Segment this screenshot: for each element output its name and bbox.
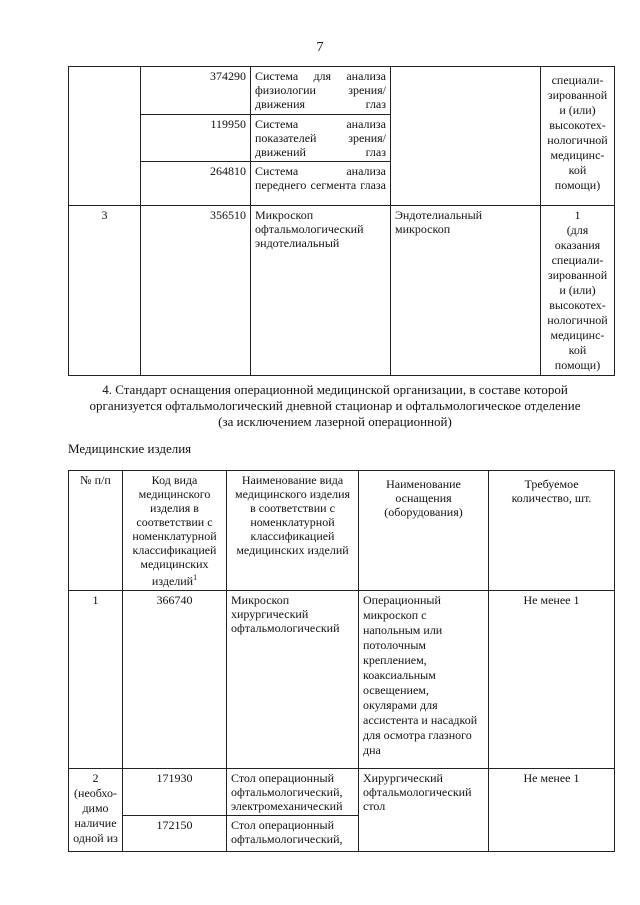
quantity-cell: Не менее 1 [489,769,615,852]
code-cell: 374290 [141,67,251,115]
section-4-line-2: организуется офтальмологический дневной стационар и офтальмологическое отделение [89,398,581,413]
num-cell [69,67,141,206]
section-4-line-3: (за исключением лазерной операционной) [218,414,452,429]
page-number: 7 [316,40,324,55]
num-cell: 1 [69,591,123,769]
name-cell: Система для анализа физиологии зрения/движения глаз [251,67,391,115]
footnote-mark: 1 [193,573,198,582]
code-cell: 264810 [141,162,251,206]
code-cell: 366740 [123,591,227,769]
equipment-cell: Эндотелиальный микроскоп [391,206,541,376]
header-equipment: Наименование оснащения (оборудования) [359,471,489,591]
code-cell: 172150 [123,816,227,852]
equipment-cell: Операционный микроскоп с напольным или потолочным креплением, коаксиальным освещением, окулярами для ассистента и насадкой для осмотра глазного дна [359,591,489,769]
table-row [69,591,615,769]
name-cell: Стол операционный офтальмологический, электромеханический [227,769,359,816]
quantity-cell: 1 (для оказания специали- зированной и (или) высокотех- нологичной медицинс- кой помощи) [541,206,615,376]
num-cell: 2 (необхо- димо наличие одной из [69,769,123,852]
header-row [69,471,615,591]
header-num: № п/п [69,471,123,591]
code-cell: 119950 [141,115,251,162]
name-cell: Стол операционный офтальмологический, [227,816,359,852]
header-code [123,471,227,591]
name-cell: Система анализа показателей зрения/движений глаз [251,115,391,162]
quantity-cell: Не менее 1 [489,591,615,769]
medical-products-label: Медицинские изделия [68,441,192,456]
continued-equipment-table [68,66,615,376]
name-cell: Микроскоп офтальмологический эндотелиальный [251,206,391,376]
name-cell: Микроскоп хирургический офтальмологический [227,591,359,769]
header-quantity: Требуемое количество, шт. [489,471,615,591]
table-row [69,206,615,376]
name-cell: Система анализа переднего сегмента глаза [251,162,391,206]
code-cell: 171930 [123,769,227,816]
header-code-text: Код вида медицинского изделия в соответствии с номенклатурной классификацией медицинских изделий [132,473,217,588]
operating-room-equipment-table [68,470,615,852]
quantity-cell: специали- зированной и (или) высокотех- нологичной медицинс- кой помощи) [541,67,615,206]
equipment-cell [391,67,541,206]
equipment-cell: Хирургический офтальмологический стол [359,769,489,852]
section-4-line-1: 4. Стандарт оснащения операционной медицинской организации, в составе которой [102,382,568,397]
header-name: Наименование вида медицинского изделия в соответствии с номенклатурной классификацией медицинских изделий [227,471,359,591]
code-cell: 356510 [141,206,251,376]
section-4-heading [70,382,600,430]
num-cell: 3 [69,206,141,376]
table-row [69,67,615,115]
table-row [69,769,615,816]
